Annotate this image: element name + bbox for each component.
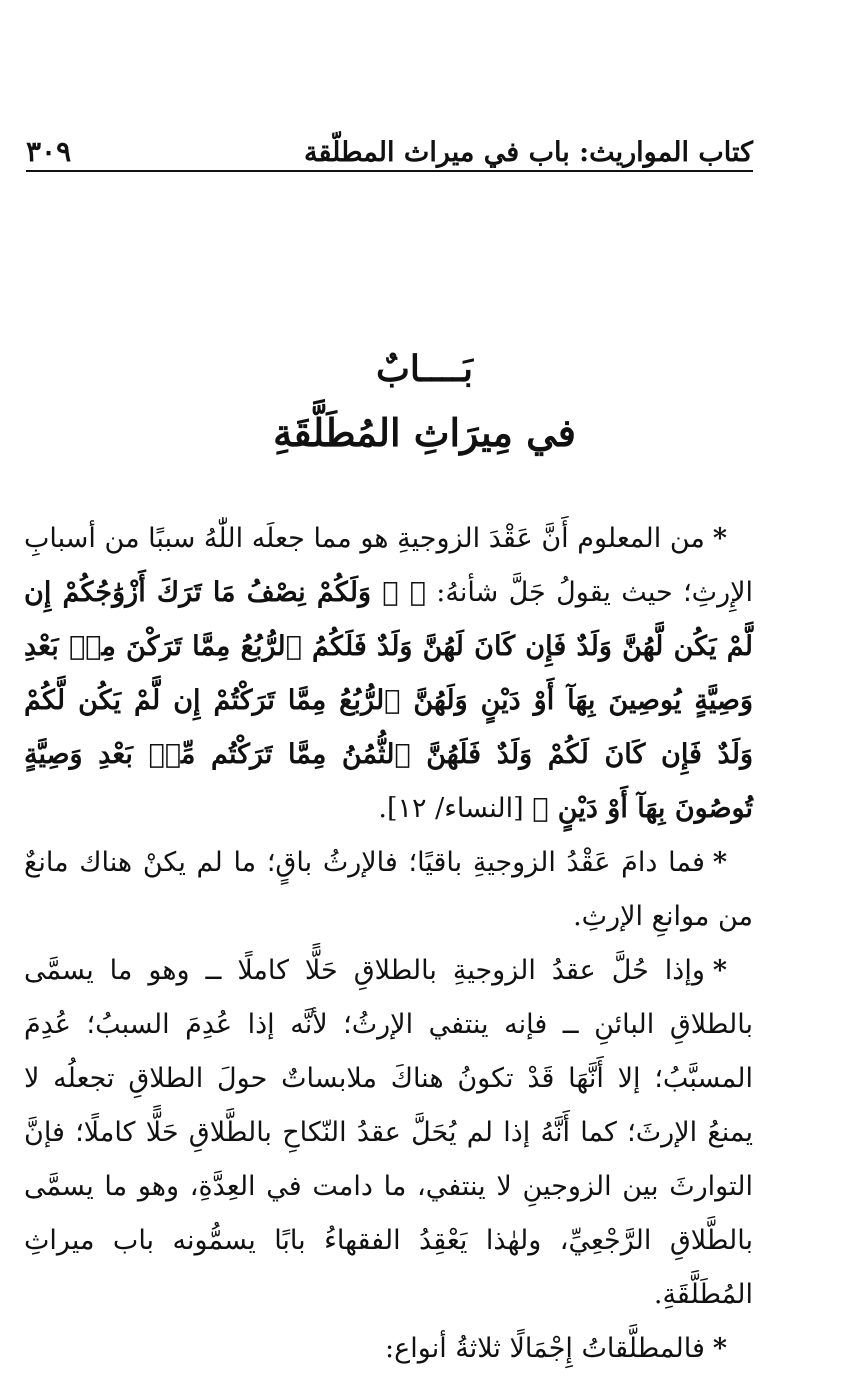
page-number: ٣٠٩ — [26, 135, 72, 168]
chapter-title: في مِيرَاثِ المُطَلَّقَةِ — [273, 410, 576, 455]
running-header — [26, 128, 753, 172]
body-text — [24, 512, 753, 1376]
bullet-star: * — [712, 847, 727, 878]
quran-verse: ﴿ ۞ وَلَكُمْ نِصْفُ مَا تَرَكَ أَزْوَٰجُكُمْ إِن لَّمْ يَكُن لَّهُنَّ وَلَدٌ فَإِن كَانَ لَهُنَّ وَلَدٌ فَلَكُمُ ٱلرُّبُعُ مِمَّا تَرَكْنَ مِنۢ بَعْدِ وَصِيَّةٍ يُوصِينَ بِهَآ أَوْ دَيْنٍ وَلَهُنَّ ٱلرُّبُعُ مِمَّا تَرَكْتُمْ إِن لَّمْ يَكُن لَّكُمْ وَلَدٌ فَإِن كَانَ لَكُمْ وَلَدٌ فَلَهُنَّ ٱلثُّمُنُ مِمَّا تَرَكْتُم مِّنۢ بَعْدِ وَصِيَّةٍ تُوصُونَ بِهَآ أَوْ دَيْنٍ ﴾ — [24, 577, 753, 824]
paragraph-inheritance-cause — [24, 512, 753, 836]
header-title: كتاب المواريث: باب في ميراث المطلّقة — [303, 137, 753, 168]
paragraph-text: فالمطلَّقاتُ إِجْمَالًا ثلاثةُ أنواع: — [385, 1333, 705, 1364]
verse-citation: [النساء/ ١٢]. — [378, 793, 533, 824]
paragraph-lead: من المعلوم أَنَّ عَقْدَ الزوجيةِ هو مما جعلَه اللّٰهُ سببًا من أسبابِ الإِرثِ؛ حيث يقولُ جَلَّ شأنهُ: — [24, 523, 754, 608]
paragraph-text: وإذا حُلَّ عقدُ الزوجيةِ بالطلاقِ حَلًّا كاملًا ــ وهو ما يسمَّى بالطلاقِ البائنِ ــ فإنه ينتفي الإرثُ؛ لأنَّه إذا عُدِمَ السببُ؛ عُدِمَ المسبَّبُ؛ إلا أَنَّهَا قَدْ تكونُ هناكَ ملابساتٌ حولَ الطلاقِ تجعلُه لا يمنعُ الإرثَ؛ كما أَنَّهُ إذا لم يُحَلَّ عقدُ النّكاحِ بالطَّلاقِ حَلًّا كاملًا؛ فإنَّ التوارثَ بين الزوجينِ لا ينتفي، ما دامت في العِدَّةِ، وهو ما يسمَّى بالطَّلاقِ الرَّجْعِيِّ، ولهٰذا يَعْقِدُ الفقهاءُ بابًا يسمُّونه باب ميراثِ المُطَلَّقَةِ. — [24, 955, 753, 1310]
paragraph-text: فما دامَ عَقْدُ الزوجيةِ باقيًا؛ فالإرثُ باقٍ؛ ما لم يكنْ هناك مانعٌ من موانعِ الإرثِ. — [24, 847, 753, 932]
paragraph-divorcee-types — [24, 1322, 753, 1376]
chapter-label: بَــــابٌ — [375, 348, 474, 390]
paragraph-divorce — [24, 944, 753, 1322]
bullet-star: * — [712, 1333, 727, 1364]
bullet-star: * — [712, 523, 727, 554]
bullet-star: * — [712, 955, 727, 986]
paragraph-marriage-remains — [24, 836, 753, 944]
